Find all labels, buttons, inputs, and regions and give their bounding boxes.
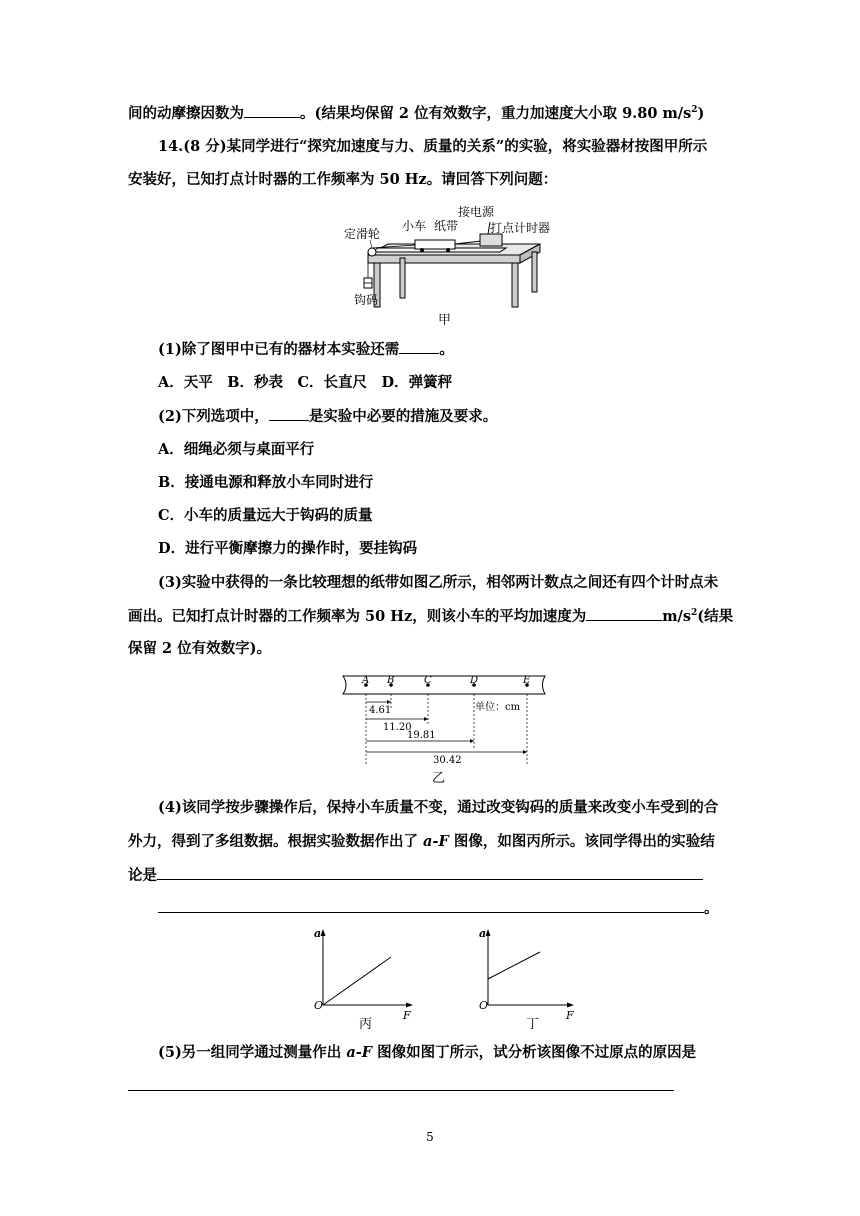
part-2-option-c: C．小车的质量远大于钩码的质量	[158, 507, 373, 524]
text-segment: 图像，如图丙所示。该同学得出的实验结	[448, 833, 715, 850]
part-1-question	[158, 339, 454, 360]
answer-blank[interactable]	[399, 339, 439, 354]
label-pulley: 定滑轮	[344, 227, 381, 241]
answer-blank[interactable]	[157, 865, 703, 880]
text-segment: (2)下列选项中，	[158, 408, 269, 425]
point-label-b: B	[387, 675, 395, 686]
text-segment: (5)另一组同学通过测量作出	[158, 1044, 347, 1061]
part-4-answer-line	[128, 865, 703, 886]
text-segment: m/s	[662, 608, 692, 625]
part-3-question-cont2: 保留 2 位有效数字)。	[128, 640, 272, 657]
text-segment: (1)除了图甲中已有的器材本实验还需	[158, 341, 400, 358]
figure-caption: 甲	[438, 313, 452, 328]
point-label-e: E	[523, 675, 531, 686]
answer-blank[interactable]	[158, 898, 704, 913]
tape	[343, 676, 545, 694]
text-math: a-F	[423, 833, 449, 850]
part-3-question: (3)实验中获得的一条比较理想的纸带如图乙所示，相邻两计数点之间还有四个计时点未	[158, 574, 719, 591]
text-segment: 是实验中必要的措施及要求。	[308, 408, 498, 425]
graph-line	[323, 957, 391, 1005]
text-segment: 图像如图丁所示，试分析该图像不过原点的原因是	[372, 1044, 697, 1061]
answer-blank[interactable]	[244, 103, 300, 118]
cart-wheel	[446, 248, 450, 252]
table-leg	[532, 252, 537, 292]
text-segment: 。	[704, 900, 719, 917]
answer-blank[interactable]	[586, 606, 662, 621]
part-4-question-cont	[128, 832, 715, 852]
x-axis-label: F	[403, 1009, 411, 1022]
label-hook: 钩码	[354, 293, 379, 307]
x-axis-label: F	[566, 1009, 574, 1022]
text-segment: )	[697, 105, 705, 122]
y-axis-label: a	[479, 927, 487, 940]
text-segment: 。(结果均保留 2 位有效数字，重力加速度大小取 9.80 m/s	[300, 105, 692, 122]
y-axis-label: a	[314, 927, 322, 940]
figure-yi-paper-tape	[335, 668, 555, 788]
cart	[415, 240, 455, 249]
dim-label-ad: 19.81	[407, 730, 436, 741]
part-4-answer-line-2	[158, 898, 719, 919]
pulley	[368, 248, 376, 256]
figure-ding-graph	[470, 925, 590, 1035]
text-segment: 论是	[128, 867, 157, 884]
text-segment: 画出。已知打点计时器的工作频率为 50 Hz，则该小车的平均加速度为	[128, 608, 587, 625]
origin-label: O	[314, 999, 324, 1012]
question-14-stem-cont: 安装好，已知打点计时器的工作频率为 50 Hz。请回答下列问题：	[128, 171, 558, 188]
page-number: 5	[426, 1130, 434, 1144]
text-segment: 间的动摩擦因数为	[128, 105, 244, 122]
part-2-question	[158, 406, 497, 427]
figure-caption: 乙	[432, 771, 446, 786]
label-power: 接电源	[458, 205, 495, 219]
dim-label-ab: 4.61	[369, 705, 392, 716]
text-segment: 外力，得到了多组数据。根据实验数据作出了	[128, 833, 424, 850]
part-5-question	[158, 1043, 696, 1063]
table-edge	[368, 255, 520, 263]
text-math: a-F	[346, 1044, 373, 1061]
part-2-option-a: A．细绳必须与桌面平行	[158, 441, 315, 458]
label-timer: 打点计时器	[490, 221, 551, 235]
part-2-option-b: B．接通电源和释放小车同时进行	[158, 474, 374, 491]
graph-line	[488, 952, 540, 979]
superscript: 2	[691, 608, 698, 619]
text-segment: 。	[439, 341, 454, 358]
dim-label-ae: 30.42	[433, 755, 462, 766]
figure-bing-graph	[305, 925, 425, 1035]
label-tape: 纸带	[434, 219, 459, 233]
label-cart: 小车	[402, 219, 427, 233]
figure-caption: 丁	[526, 1017, 540, 1032]
part-4-question: (4)该同学按步骤操作后，保持小车质量不变，通过改变钩码的质量来改变小车受到的合	[158, 799, 719, 816]
superscript: 2	[691, 105, 698, 116]
answer-blank[interactable]	[269, 406, 309, 421]
point-label-c: C	[424, 675, 432, 686]
origin-label: O	[479, 999, 489, 1012]
table-leg	[400, 258, 405, 298]
cart-wheel	[420, 248, 424, 252]
figure-jia-apparatus	[340, 200, 560, 330]
part-2-option-d: D．进行平衡摩擦力的操作时，要挂钩码	[158, 540, 418, 557]
answer-blank[interactable]	[128, 1076, 674, 1091]
question-14-stem: 14.(8 分)某同学进行“探究加速度与力、质量的关系”的实验，将实验器材按图甲所示	[158, 138, 708, 155]
part-5-answer-line	[128, 1076, 674, 1097]
point-label-a: A	[362, 675, 370, 686]
part-3-question-cont	[128, 606, 733, 627]
point-label-d: D	[470, 675, 479, 686]
text-line-friction	[128, 103, 704, 124]
text-segment: (结果	[697, 608, 734, 625]
unit-label: 单位：cm	[475, 702, 521, 713]
part-1-options: A．天平 B．秒表 C．长直尺 D．弹簧秤	[158, 374, 453, 391]
timer	[480, 234, 502, 246]
figure-caption: 丙	[359, 1017, 373, 1032]
dim-label-ac: 11.20	[383, 722, 412, 733]
table-leg	[512, 263, 518, 307]
